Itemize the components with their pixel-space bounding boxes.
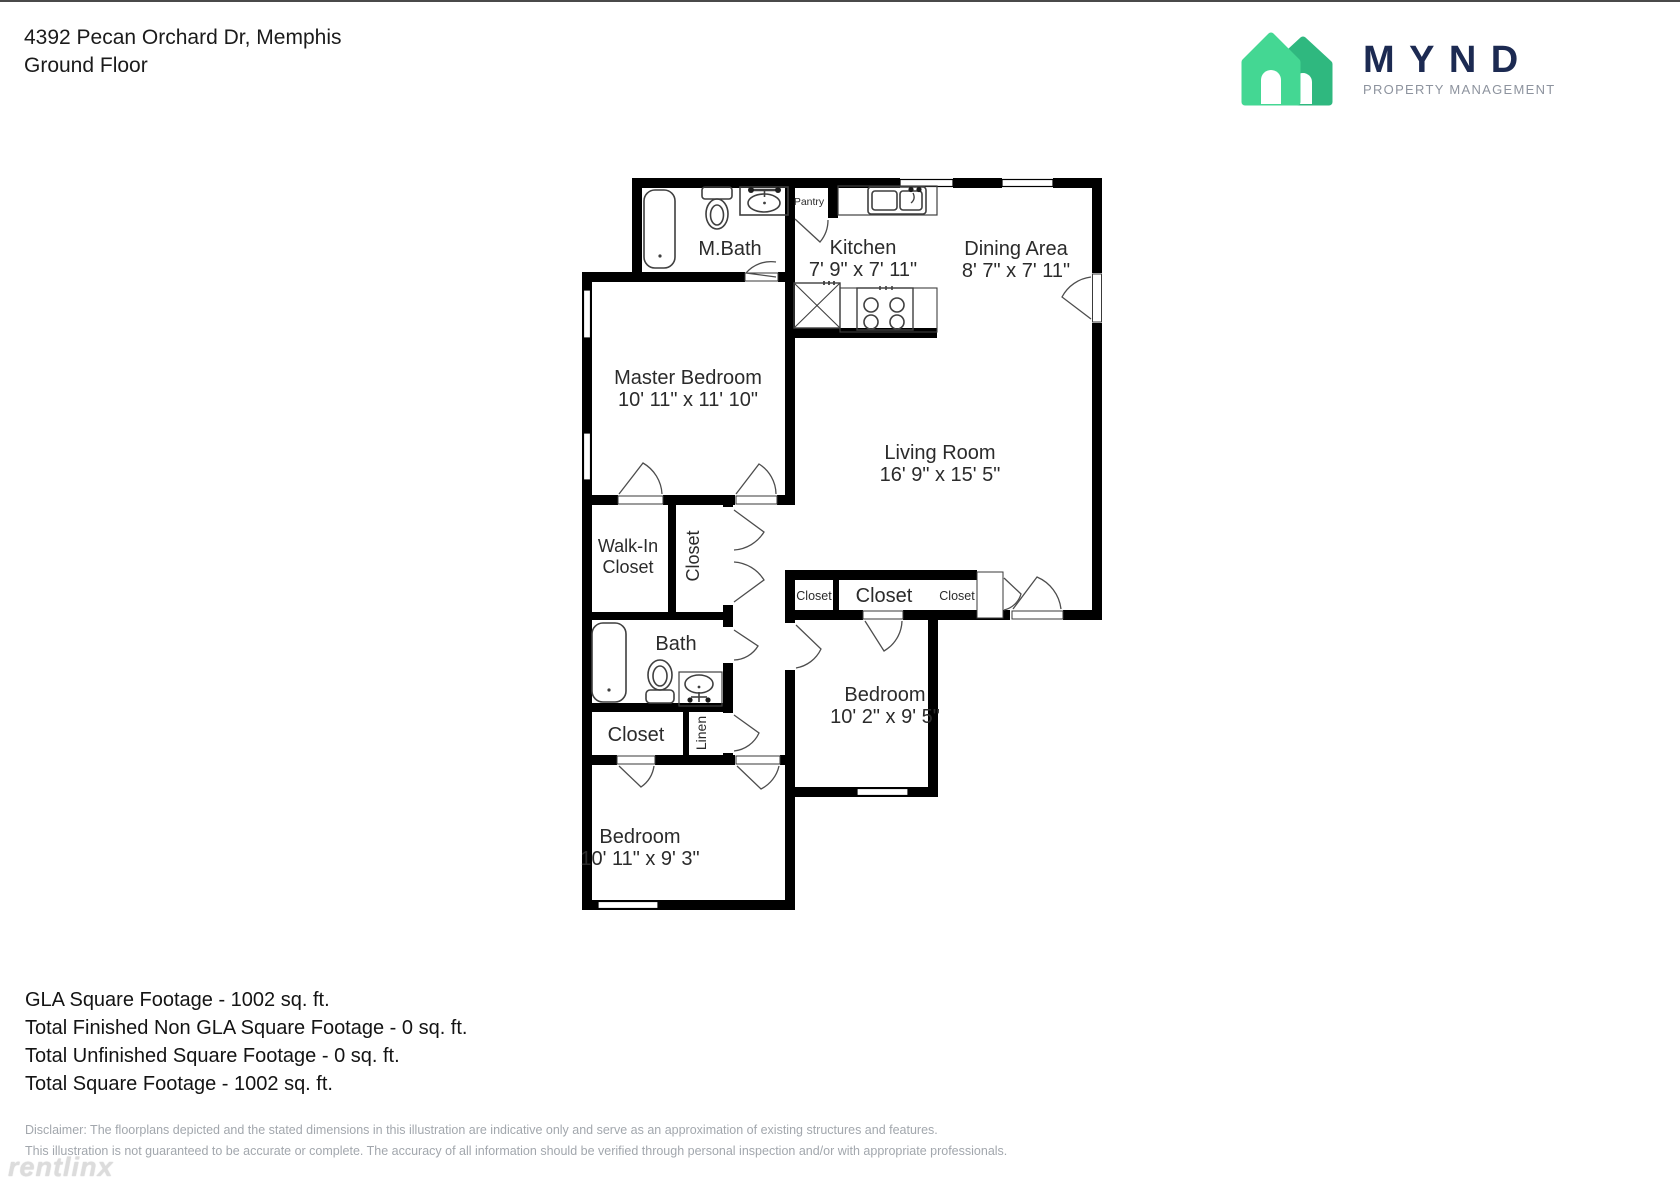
door-dining (1062, 277, 1091, 319)
label-hall-closet: Closet (683, 530, 703, 582)
window-dining (1002, 180, 1053, 187)
unfinished-square-footage: Total Unfinished Square Footage - 0 sq. ft. (25, 1045, 400, 1067)
label-living-dims: 16' 9" x 15' 5" (879, 464, 1001, 486)
label-linen: Linen (693, 715, 709, 751)
door-bedroom-right (796, 625, 821, 668)
label-bedroom-bottom: Bedroom (599, 826, 681, 848)
door-bedroom-bottom-2 (737, 766, 779, 789)
label-living: Living Room (884, 442, 996, 464)
door-linen (734, 715, 759, 751)
kitchen-stove-icon (840, 286, 937, 332)
label-closet-row-left: Closet (796, 589, 832, 603)
door-master-2 (736, 464, 776, 494)
coat-closet-door-leaf (977, 572, 1003, 618)
gla-square-footage: GLA Square Footage - 1002 sq. ft. (25, 989, 330, 1011)
door-bedroom-bottom-1 (619, 766, 654, 787)
bath-bathtub-icon (592, 623, 626, 702)
door-coat-closet (1004, 578, 1021, 610)
mynd-tagline: PROPERTY MANAGEMENT (1363, 82, 1556, 97)
label-mbath: M.Bath (698, 238, 762, 260)
total-square-footage: Total Square Footage - 1002 sq. ft. (25, 1073, 333, 1095)
label-bedroom-right: Bedroom (844, 684, 926, 706)
label-pantry: Pantry (793, 196, 825, 208)
label-bedroom-right-dims: 10' 2" x 9' 5" (830, 706, 940, 728)
window-master-1 (584, 290, 591, 338)
label-closet-row-right: Closet (939, 589, 975, 603)
kitchen-sink-icon (868, 187, 926, 214)
non-gla-square-footage: Total Finished Non GLA Square Footage - 0 sq. ft. (25, 1017, 468, 1039)
label-kitchen-dims: 7' 9" x 7' 11" (808, 259, 918, 281)
label-closet-row-center: Closet (855, 585, 913, 607)
disclaimer-line-1: Disclaimer: The floorplans depicted and the stated dimensions in this illustration are indicative only and serve as an approximation of existing structures and features. (25, 1123, 938, 1137)
door-bath (734, 630, 758, 660)
door-hall-closet-lower (734, 562, 764, 602)
window-bedroom-bottom (598, 902, 658, 909)
mynd-brand-name: MYND (1363, 39, 1533, 81)
label-dining-dims: 8' 7" x 7' 11" (961, 260, 1071, 282)
mbath-sink-icon (740, 187, 788, 215)
disclaimer-text (25, 1120, 1007, 1162)
property-address: 4392 Pecan Orchard Dr, Memphis (24, 26, 342, 49)
square-footage-summary (25, 986, 467, 1098)
bath-toilet-icon (646, 660, 674, 703)
label-walkin-line1: Walk-In (597, 536, 659, 556)
label-walkin-line2: Closet (602, 557, 654, 577)
disclaimer-line-2: This illustration is not guaranteed to be accurate or complete. The accuracy of all information should be verified through personal inspection and/or with appropriate professionals. (25, 1144, 1008, 1158)
label-bedroom-bottom-dims: 10' 11" x 9' 3" (580, 848, 700, 870)
label-dining: Dining Area (964, 238, 1068, 260)
label-closet-bottom: Closet (607, 724, 665, 746)
kitchen-fridge-icon (794, 281, 840, 328)
door-hall-closet-upper (734, 510, 764, 550)
label-master-dims: 10' 11" x 11' 10" (617, 389, 759, 411)
floor-title: Ground Floor (24, 54, 148, 77)
door-pantry (795, 219, 828, 242)
mbath-bathtub-icon (644, 190, 675, 268)
rentlinx-watermark: rentlinx (8, 1152, 114, 1182)
bath-sink-icon (679, 672, 722, 706)
window-bedroom-right (857, 789, 908, 796)
mbath-toilet-icon (702, 187, 732, 229)
label-master: Master Bedroom (614, 367, 762, 389)
door-bedroom-closet (865, 621, 902, 651)
label-bath: Bath (655, 633, 697, 655)
dining-door-leaf (1093, 274, 1102, 322)
door-master-1 (619, 463, 662, 494)
label-kitchen: Kitchen (829, 237, 897, 259)
window-master-2 (584, 433, 591, 480)
